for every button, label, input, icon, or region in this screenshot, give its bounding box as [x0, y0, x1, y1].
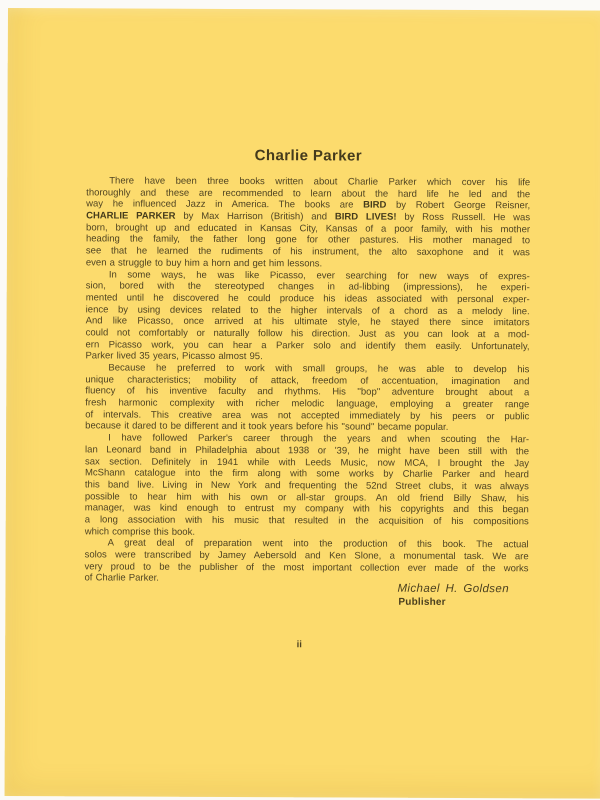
- text-line: fresh harmonic complexity with richer melodic language, employing a greater range: [85, 397, 530, 411]
- text-line: could not comfortably or naturally follow his direction. Just as you can look at a mod-: [85, 327, 530, 341]
- text-line: born, brought up and educated in Kansas City, Kansas of a poor family, with his mother: [86, 222, 531, 236]
- text-line: lan Leonard band in Philadelphia about 1938 or '39, he might have been still with the: [85, 444, 530, 458]
- text-line: CHARLIE PARKER by Max Harrison (British) and BIRD LIVES! by Ross Russell. He was: [86, 210, 531, 224]
- text-line: way he influenced Jazz in America. The books are BIRD by Robert George Reisner,: [86, 198, 531, 212]
- text-line: of Charlie Parker.: [84, 572, 159, 585]
- text-line: possible to hear him with his own or all-star groups. An old friend Billy Shaw, his: [84, 490, 529, 504]
- signature-block: [397, 583, 509, 608]
- text-line: a long association with his music that resulted in the acquisition of his compositions: [84, 514, 529, 528]
- text-line: see that he learned the rudiments of his instrument, the alto saxophone and it was: [85, 245, 530, 259]
- text-line: Parker lived 35 years, Picasso almost 95.: [85, 350, 263, 363]
- text-line: very proud to be the publisher of the most important collection ever made of the works: [84, 561, 529, 574]
- publisher-role: Publisher: [398, 596, 446, 608]
- text-line: which comprise this book.: [84, 525, 196, 538]
- text-line: I have followed Parker's career through the years and when scouting the Har-: [108, 432, 530, 446]
- text-line: And like Picasso, once arrived at his ultimate style, he stayed there since imitators: [85, 315, 530, 329]
- text-line: In some ways, he was like Picasso, ever searching for new ways of expres-: [108, 268, 530, 282]
- text-line: sax section. Definitely in 1941 while with Leeds Music, now MCA, I brought the Jay: [84, 455, 530, 469]
- text-line: solos were transcribed by Jamey Aebersold and Ken Slone, a monumental task. We are: [84, 549, 529, 563]
- text-line: heading the family, the father long gone for other pastures. His mother managed to: [85, 233, 531, 247]
- text-line: Because he preferred to work with small groups, he was able to develop his: [108, 362, 530, 376]
- body-text: [84, 175, 530, 586]
- text-line: sion, bored with the stereotyped changes in ad-libbing (impressions), he experi-: [85, 280, 530, 294]
- text-line: ern Picasso work, you can hear a Parker solo and identify them easily. Unfortunately,: [85, 338, 530, 352]
- text-line: even a struggle to buy him a horn and get him lessons.: [85, 257, 323, 270]
- text-line: because it dared to be different and it took years before his ''sound'' became popular.: [85, 420, 449, 434]
- text-line: mented until he discovered he could produce his ideas associated with personal exper-: [85, 292, 530, 306]
- paragraph: [85, 362, 529, 434]
- text-line: thoroughly and these are recommended to learn about the hard life he led and the: [86, 187, 531, 200]
- text-line: unique characteristics; mobility of attack, freedom of accentuation, imagination and: [85, 374, 530, 387]
- paragraph: [85, 269, 529, 364]
- scanned-book-page: [5, 8, 600, 799]
- page-title: Charlie Parker: [254, 147, 363, 165]
- text-line: this band live. Living in New York and frequenting the 52nd Street clubs, it was always: [84, 479, 529, 493]
- text-line: There have been three books written about Charlie Parker which cover his life: [109, 175, 531, 189]
- text-line: A great deal of preparation went into the production of this book. The actual: [107, 537, 529, 551]
- paragraph: [86, 175, 530, 270]
- text-line: manager, was kind enough to entrust my company with his copyrights and this began: [84, 502, 529, 516]
- text-line: McShann catalogue into the firm along with some works by Charlie Parker and heard: [84, 467, 529, 481]
- paragraph: [84, 538, 528, 587]
- page-number: ii: [296, 639, 302, 651]
- text-line: of intervals. This creative area was not accepted immediately by his peers or public: [85, 409, 530, 423]
- publisher-name: Michael H. Goldsen: [397, 582, 510, 596]
- paragraph: [85, 432, 529, 539]
- text-line: ience by using devices related to the higher intervals of a chord as a melody line.: [85, 303, 530, 317]
- text-line: fluency of his inventive faculty and rhythms. His ''bop'' adventure brought about a: [85, 385, 530, 399]
